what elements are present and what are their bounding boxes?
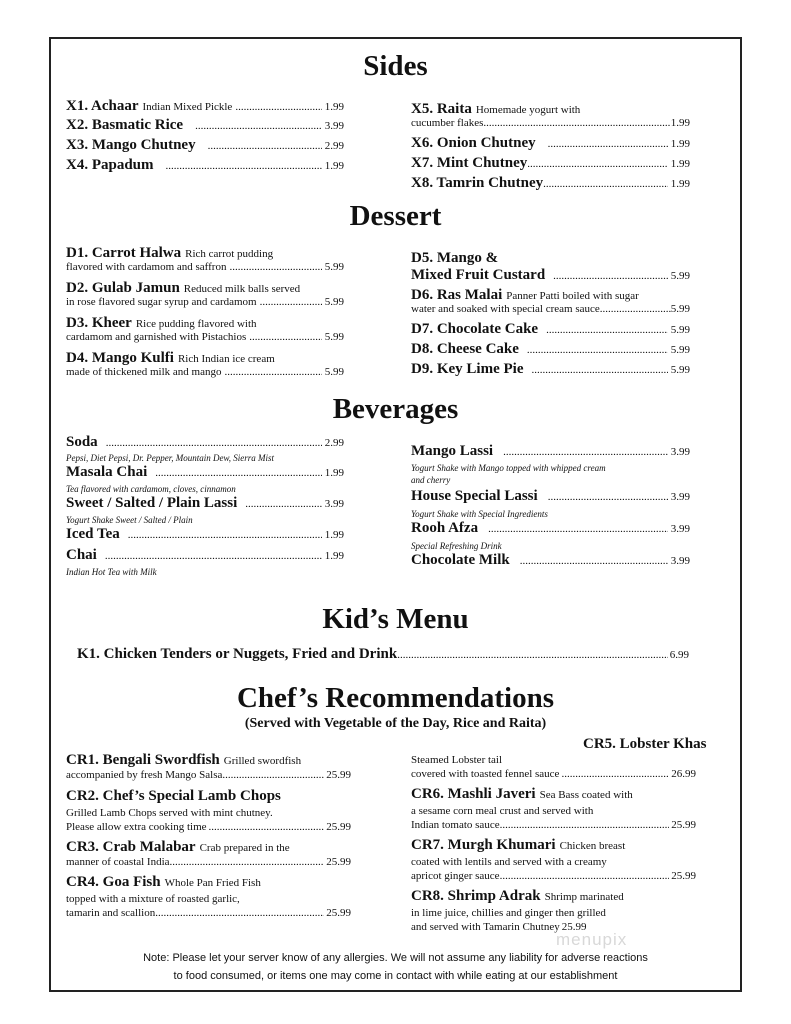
dot-leader (546, 324, 668, 336)
item-desc: coated with lentils and served with a creamy (411, 856, 607, 868)
item-desc: Grilled swordfish (223, 755, 302, 767)
allergy-note-line-1: Note: Please let your server know of any allergies. We will not assume any liability for adverse reactions (143, 952, 648, 964)
menu-item (411, 552, 690, 572)
item-price: 2.99 (324, 140, 344, 152)
menu-item (66, 547, 344, 566)
item-price: 26.99 (671, 768, 696, 780)
item-name: D5. Mango & (411, 250, 499, 266)
item-name: Mixed Fruit Custard (411, 267, 546, 283)
menu-item (411, 836, 696, 854)
dot-leader (155, 467, 321, 479)
chef-recommendations-heading: Chef’s Recommendations (236, 682, 555, 714)
menu-item-desc-row (411, 870, 696, 887)
dot-leader (166, 160, 322, 172)
item-name: X6. Onion Chutney (411, 135, 536, 151)
menu-item (66, 314, 344, 331)
item-price: 3.99 (670, 446, 690, 458)
menu-item (411, 100, 690, 117)
item-desc: Please allow extra cooking time (66, 821, 207, 833)
menu-item (66, 464, 344, 483)
menu-item-desc-row (411, 303, 690, 321)
item-desc: a sesame corn meal crust and served with (411, 805, 594, 817)
dessert-right-column (411, 248, 690, 381)
item-name: Chai (66, 547, 97, 563)
item-price: 5.99 (324, 366, 344, 378)
menu-item (411, 175, 690, 195)
menupix-watermark: menupix (556, 930, 628, 949)
menu-item (66, 157, 344, 177)
dot-leader (600, 303, 671, 315)
chef-right-column (411, 752, 696, 938)
dot-leader (548, 138, 668, 150)
item-desc: Rich Indian ice cream (177, 353, 275, 365)
dot-leader (208, 140, 322, 152)
dot-leader (128, 529, 322, 541)
kids-menu-heading: Kid’s Menu (322, 603, 469, 635)
item-name: D8. Cheese Cake (411, 341, 519, 357)
item-price: 5.99 (324, 331, 344, 343)
item-price: 2.99 (324, 437, 344, 449)
menu-item-desc-row (66, 296, 344, 314)
menu-item (66, 244, 344, 261)
menu-item-desc-row (411, 117, 690, 135)
sides-right-column (411, 100, 690, 195)
dot-leader (222, 769, 324, 781)
menu-item (411, 785, 696, 803)
item-price: 1.99 (324, 101, 344, 113)
item-desc: flavored with cardamom and saffron (66, 261, 227, 273)
menu-item-desc-row (411, 921, 696, 938)
dot-leader (105, 550, 322, 562)
dot-leader (260, 296, 322, 308)
item-price: 1.99 (670, 178, 690, 190)
beverages-heading: Beverages (332, 393, 459, 425)
item-name: CR5. Lobster Khas (583, 736, 707, 752)
chef-left-column (66, 750, 351, 924)
item-name: X2. Basmatic Rice (66, 117, 184, 133)
menu-item (66, 137, 344, 157)
item-price: 3.99 (324, 120, 344, 132)
item-name: X8. Tamrin Chutney (411, 175, 544, 191)
item-name: House Special Lassi (411, 488, 538, 504)
item-name: CR8. Shrimp Adrak (411, 888, 541, 904)
item-desc: and served with Tamarin Chutney (411, 921, 560, 933)
item-price: 3.99 (670, 523, 690, 535)
item-sub: and cherry (411, 475, 451, 485)
menu-item (411, 321, 690, 341)
item-name: D7. Chocolate Cake (411, 321, 539, 337)
item-price: 1.99 (324, 529, 344, 541)
item-desc: water and soaked with special cream sauce (411, 303, 600, 315)
item-desc: tamarin and scallion (66, 907, 156, 919)
menu-item-desc-row (66, 261, 344, 279)
menu-item (411, 488, 690, 508)
item-desc: Indian Mixed Pickle (142, 101, 233, 113)
item-sub: Indian Hot Tea with Milk (66, 567, 157, 577)
item-price: 25.99 (561, 921, 587, 933)
item-sub: Special Refreshing Drink (411, 541, 502, 551)
dot-leader (245, 498, 321, 510)
dot-leader (195, 120, 322, 132)
allergy-note-line-2: to food consumed, or items one may come in contact with while eating at our establishment (173, 970, 618, 982)
beverages-right-column (411, 443, 690, 572)
menu-item-desc-row (411, 819, 696, 836)
item-name: Iced Tea (66, 526, 120, 542)
item-name: Chocolate Milk (411, 552, 510, 568)
item-price: 25.99 (326, 769, 351, 781)
dot-leader (106, 437, 322, 449)
item-price: 1.99 (324, 550, 344, 562)
item-desc: Reduced milk balls served (183, 283, 301, 295)
dot-leader (235, 101, 321, 113)
item-price: 1.99 (670, 117, 690, 129)
item-name: CR1. Bengali Swordfish (66, 752, 220, 768)
item-name: D3. Kheer (66, 315, 132, 331)
menu-item (411, 887, 696, 905)
item-price: 25.99 (326, 907, 351, 919)
item-desc: apricot ginger sauce (411, 870, 500, 882)
dot-leader (543, 178, 668, 190)
item-price: 3.99 (324, 498, 344, 510)
menu-item-desc-row (66, 769, 351, 786)
item-name: Rooh Afza (411, 520, 479, 536)
item-price: 3.99 (670, 555, 690, 567)
dot-leader (553, 270, 668, 282)
item-price: 5.99 (670, 364, 690, 376)
item-desc: Whole Pan Fried Fish (164, 877, 261, 889)
menu-item (411, 248, 690, 267)
item-price: 5.99 (324, 296, 344, 308)
menu-item (66, 838, 351, 856)
item-name: X3. Mango Chutney (66, 137, 196, 153)
item-name: CR3. Crab Malabar (66, 839, 196, 855)
item-name: CR2. Chef’s Special Lamb Chops (66, 788, 281, 804)
item-desc: Panner Patti boiled with sugar (506, 290, 639, 302)
dessert-left-column (66, 244, 344, 384)
item-desc: Chicken breast (559, 840, 626, 852)
item-desc: Rice pudding flavored with (135, 318, 257, 330)
item-price: 1.99 (324, 467, 344, 479)
item-name: CR7. Murgh Khumari (411, 837, 556, 853)
menu-item (66, 97, 344, 117)
item-desc: cucumber flakes (411, 117, 484, 129)
dot-leader (397, 649, 668, 661)
item-price: 5.99 (670, 303, 690, 315)
item-desc: covered with toasted fennel sauce (411, 768, 560, 780)
item-price: 6.99 (669, 649, 689, 661)
menu-item (411, 135, 690, 155)
menu-item-desc-row (66, 821, 351, 838)
menu-item (66, 117, 344, 137)
item-desc: manner of coastal India (66, 856, 170, 868)
item-name: CR6. Mashli Javeri (411, 786, 536, 802)
menu-item (411, 443, 690, 462)
menu-item (77, 646, 689, 666)
item-desc: Crab prepared in the (199, 842, 290, 854)
menu-item (411, 287, 690, 303)
menu-item-desc-row (66, 366, 344, 384)
item-price: 1.99 (670, 138, 690, 150)
item-price: 1.99 (670, 158, 690, 170)
menu-item (411, 267, 690, 287)
menu-item-desc-row (411, 768, 696, 785)
item-name: X1. Achaar (66, 98, 139, 114)
item-name: Soda (66, 434, 98, 450)
item-name: Mango Lassi (411, 443, 494, 459)
menu-item (411, 341, 690, 361)
item-name: D4. Mango Kulfi (66, 350, 174, 366)
dot-leader (527, 158, 667, 170)
item-desc: made of thickened milk and mango (66, 366, 222, 378)
dot-leader (500, 819, 670, 831)
item-price: 5.99 (670, 270, 690, 282)
item-sub: Yogurt Shake Sweet / Salted / Plain (66, 515, 193, 525)
dot-leader (229, 261, 321, 273)
item-name: Masala Chai (66, 464, 148, 480)
item-desc: Steamed Lobster tail (411, 754, 503, 766)
item-desc: Rich carrot pudding (185, 248, 274, 260)
dot-leader (224, 366, 321, 378)
item-price: 25.99 (326, 821, 351, 833)
item-price: 5.99 (670, 344, 690, 356)
item-price: 5.99 (324, 261, 344, 273)
item-desc: Sea Bass coated with (539, 789, 633, 801)
item-sub: Pepsi, Diet Pepsi, Dr. Pepper, Mountain Dew, Sierra Mist (66, 453, 275, 463)
dot-leader (503, 446, 668, 458)
dot-leader (170, 856, 325, 868)
item-name: K1. Chicken Tenders or Nuggets, Fried and Drink (77, 646, 398, 662)
menu-item-desc-row (66, 907, 351, 924)
menu-item (66, 434, 344, 452)
chef-subtitle: (Served with Vegetable of the Day, Rice and Raita) (244, 716, 547, 731)
beverages-left-column (66, 434, 344, 578)
item-sub: Yogurt Shake with Special Ingredients (411, 509, 548, 519)
dot-leader (209, 821, 325, 833)
dot-leader (520, 555, 668, 567)
item-name: D9. Key Lime Pie (411, 361, 524, 377)
menu-item (66, 873, 351, 891)
menu-item-desc-row (66, 331, 344, 349)
dot-leader (527, 344, 668, 356)
dot-leader (500, 870, 670, 882)
menu-item (411, 155, 690, 175)
item-sub: Tea flavored with cardamom, cloves, cinnamon (66, 484, 236, 494)
item-desc: topped with a mixture of roasted garlic, (66, 893, 240, 905)
menu-item (411, 520, 690, 540)
item-price: 3.99 (670, 491, 690, 503)
item-name: X5. Raita (411, 101, 472, 117)
item-name: D2. Gulab Jamun (66, 280, 180, 296)
item-desc: in rose flavored sugar syrup and cardamom (66, 296, 257, 308)
dot-leader (561, 768, 669, 780)
menu-item (411, 361, 690, 381)
item-desc: in lime juice, chillies and ginger then grilled (411, 907, 606, 919)
dot-leader (249, 331, 322, 343)
sides-left-column (66, 97, 344, 177)
item-price: 5.99 (670, 324, 690, 336)
item-price: 1.99 (324, 160, 344, 172)
menu-item (66, 279, 344, 296)
menu-item (66, 526, 344, 547)
dessert-heading: Dessert (349, 200, 442, 232)
item-desc: Grilled Lamb Chops served with mint chutney. (66, 807, 273, 819)
menu-item (66, 495, 344, 514)
item-desc: Homemade yogurt with (475, 104, 581, 116)
item-name: Sweet / Salted / Plain Lassi (66, 495, 238, 511)
menu-item (66, 750, 351, 769)
dot-leader (155, 907, 324, 919)
item-sub: Yogurt Shake with Mango topped with whipped cream (411, 463, 606, 473)
dot-leader (531, 364, 667, 376)
item-price: 25.99 (326, 856, 351, 868)
dot-leader (483, 117, 670, 129)
menu-item (66, 786, 351, 805)
item-name: X4. Papadum (66, 157, 154, 173)
item-name: X7. Mint Chutney (411, 155, 528, 171)
item-name: D1. Carrot Halwa (66, 245, 182, 261)
sides-heading: Sides (363, 50, 428, 82)
item-desc: accompanied by fresh Mango Salsa (66, 769, 223, 781)
item-price: 25.99 (671, 870, 696, 882)
item-desc: Indian tomato sauce (411, 819, 500, 831)
item-name: CR4. Goa Fish (66, 874, 161, 890)
item-price: 25.99 (671, 819, 696, 831)
item-desc: cardamom and garnished with Pistachios (66, 331, 247, 343)
item-desc: Shrimp marinated (544, 891, 624, 903)
dot-leader (488, 523, 668, 535)
item-name: D6. Ras Malai (411, 287, 503, 303)
menu-item (66, 349, 344, 366)
menu-item-desc-row (66, 856, 351, 873)
dot-leader (548, 491, 668, 503)
